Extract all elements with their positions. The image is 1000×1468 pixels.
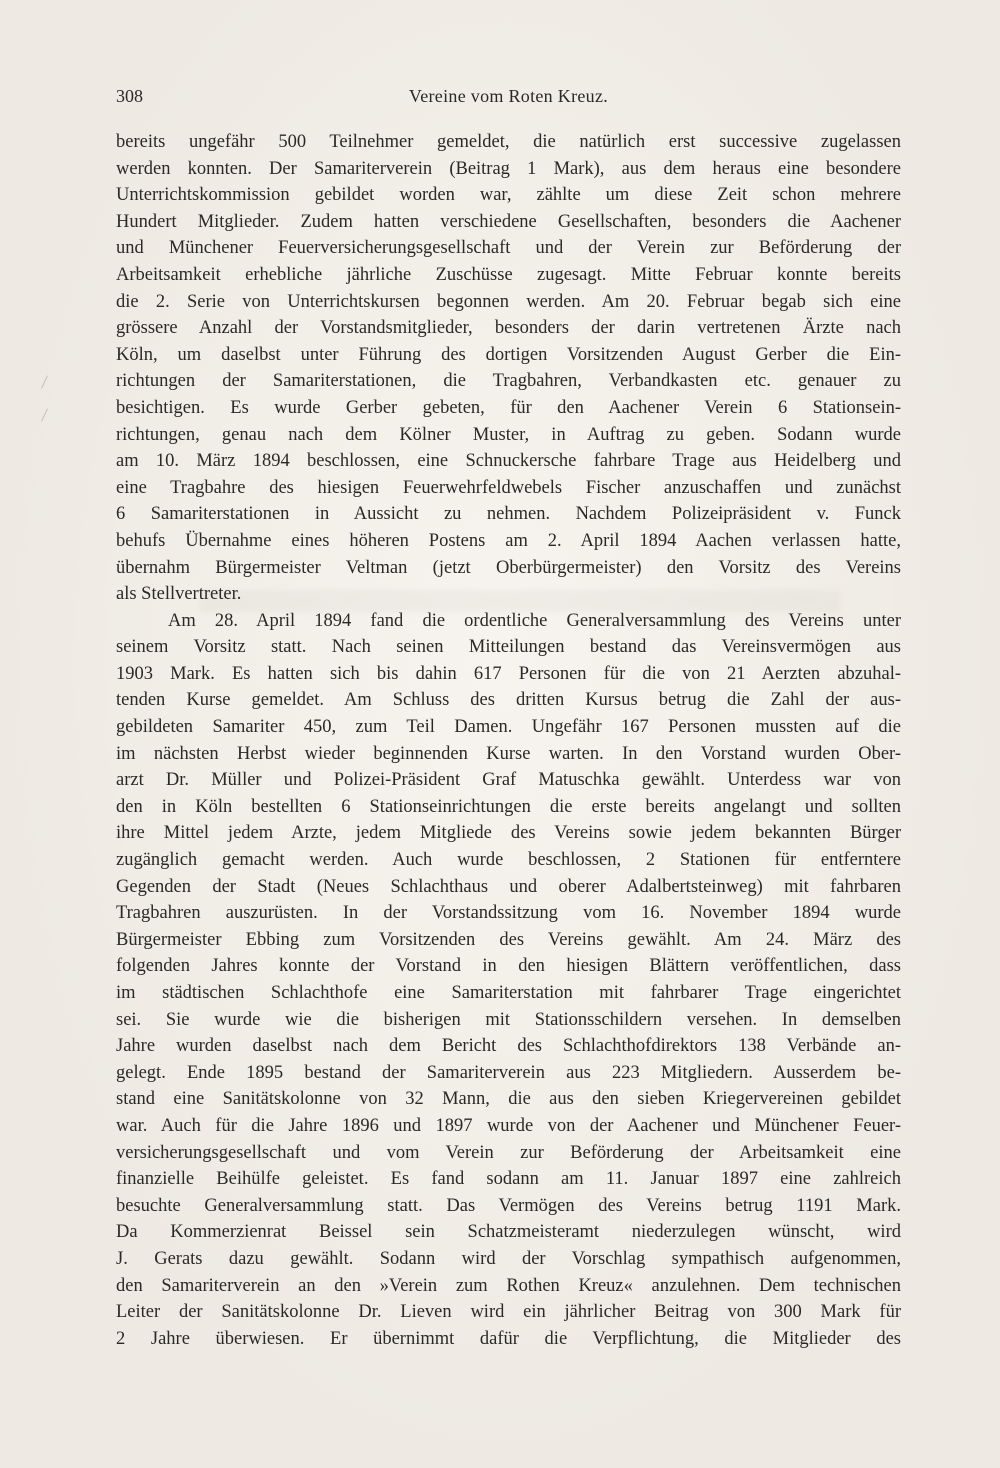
text-line: besuchte Generalversammlung statt. Das Vermögen des Vereins betrug 1191 Mark. [116,1195,901,1216]
text-line: werden konnten. Der Samariterverein (Beitrag 1 Mark), aus dem heraus eine besondere [116,158,901,179]
text-line: 1903 Mark. Es hatten sich bis dahin 617 Personen für die von 21 Aerzten abzuhal- [116,663,901,684]
text-line: Da Kommerzienrat Beissel sein Schatzmeisteramt niederzulegen wünscht, wird [116,1222,901,1243]
text-line: eine Tragbahre des hiesigen Feuerwehrfeldwebels Fischer anzuschaffen und zunächst [116,477,901,498]
text-line: tenden Kurse gemeldet. Am Schluss des dritten Kursus betrug die Zahl der aus- [116,690,901,711]
text-line: im nächsten Herbst wieder beginnenden Kurse warten. In den Vorstand wurden Ober- [116,743,901,764]
text-line: behufs Übernahme eines höheren Postens am 2. April 1894 Aachen verlassen hatte, [116,530,901,551]
text-line: die 2. Serie von Unterrichtskursen begonnen werden. Am 20. Februar begab sich eine [116,291,901,312]
text-line: Arbeitsamkeit erhebliche jährliche Zuschüsse zugesagt. Mitte Februar konnte bereits [116,264,901,285]
text-line: im städtischen Schlachthofe eine Samariterstation mit fahrbarer Trage eingerichtet [116,983,901,1003]
text-line: Hundert Mitglieder. Zudem hatten verschiedene Gesellschaften, besonders die Aachener [116,211,901,232]
text-line: finanzielle Beihülfe geleistet. Es fand sodann am 11. Januar 1897 eine zahlreich [116,1169,901,1190]
text-line: Tragbahren auszurüsten. In der Vorstandssitzung vom 16. November 1894 wurde [116,903,901,924]
text-line: war. Auch für die Jahre 1896 und 1897 wurde von der Aachener und Münchener Feuer- [116,1115,901,1136]
running-title: Vereine vom Roten Kreuz. [408,86,609,106]
text-line: den in Köln bestellten 6 Stationseinrichtungen die erste bereits angelangt und sollten [116,796,901,817]
text-line: bereits ungefähr 500 Teilnehmer gemeldet, die natürlich erst successive zugelassen [116,132,901,152]
text-line: gelegt. Ende 1895 bestand der Samariterverein aus 223 Mitgliedern. Ausserdem be- [116,1062,901,1083]
text-line: seinem Vorsitz statt. Nach seinen Mitteilungen bestand das Vereinsvermögen aus [116,637,901,658]
text-line: Jahre wurden daselbst nach dem Bericht des Schlachthofdirektors 138 Verbände an- [116,1036,901,1057]
text-line: den Samariterverein an den »Verein zum Rothen Kreuz« anzulehnen. Dem technischen [116,1275,901,1296]
text-line: Leiter der Sanitätskolonne Dr. Lieven wird ein jährlicher Beitrag von 300 Mark für [116,1302,901,1323]
text-line: ihre Mittel jedem Arzte, jedem Mitgliede des Vereins sowie jedem bekannten Bürger [116,823,901,844]
text-line: als Stellvertreter. [116,584,242,605]
text-line: grössere Anzahl der Vorstandsmitglieder, besonders der darin vertretenen Ärzte nach [116,318,901,339]
text-line: am 10. März 1894 beschlossen, eine Schnuckersche fahrbare Trage aus Heidelberg und [116,451,901,472]
text-line: besichtigen. Es wurde Gerber gebeten, für den Aachener Verein 6 Stationsein- [116,397,901,418]
margin-mark [41,408,48,421]
text-line: Bürgermeister Ebbing zum Vorsitzenden des Vereins gewählt. Am 24. März des [116,929,901,950]
running-header [116,86,901,112]
text-line: zugänglich gemacht werden. Auch wurde beschlossen, 2 Stationen für entferntere [116,850,901,871]
text-line: sei. Sie wurde wie die bisherigen mit Stationsschildern versehen. In demselben [116,1009,901,1030]
text-line: Gegenden der Stadt (Neues Schlachthaus und oberer Adalbertsteinweg) mit fahrbaren [116,876,901,897]
text-line: Am 28. April 1894 fand die ordentliche Generalversammlung des Vereins unter [168,610,901,631]
text-line: stand eine Sanitätskolonne von 32 Mann, die aus den sieben Kriegervereinen gebildet [116,1089,901,1110]
text-line: übernahm Bürgermeister Veltman (jetzt Oberbürgermeister) den Vorsitz des Vereins [116,557,901,578]
text-line: Unterrichtskommission gebildet worden war, zählte um diese Zeit schon mehrere [116,185,901,206]
text-line: arzt Dr. Müller und Polizei-Präsident Graf Matuschka gewählt. Unterdess war von [116,770,901,791]
margin-mark [41,375,48,388]
text-line: Köln, um daselbst unter Führung des dortigen Vorsitzenden August Gerber die Ein- [116,344,901,365]
text-line: versicherungsgesellschaft und vom Verein zur Beförderung der Arbeitsamkeit eine [116,1142,901,1163]
text-line: folgenden Jahres konnte der Vorstand in den hiesigen Blättern veröffentlichen, dass [116,956,901,977]
text-line: 6 Samariterstationen in Aussicht zu nehmen. Nachdem Polizeipräsident v. Funck [116,504,901,525]
text-line: richtungen der Samariterstationen, die Tragbahren, Verbandkasten etc. genauer zu [116,371,901,392]
text-line: gebildeten Samariter 450, zum Teil Damen. Ungefähr 167 Personen mussten auf die [116,717,901,738]
text-line: und Münchener Feuerversicherungsgesellschaft und der Verein zur Beförderung der [116,238,901,259]
text-line: J. Gerats dazu gewählt. Sodann wird der Vorschlag sympathisch aufgenommen, [116,1248,901,1269]
text-line: richtungen, genau nach dem Kölner Muster, in Auftrag zu geben. Sodann wurde [116,424,901,445]
body-text [116,129,901,1352]
text-line: 2 Jahre überwiesen. Er übernimmt dafür die Verpflichtung, die Mitglieder des [116,1328,901,1349]
page-number: 308 [116,86,143,106]
